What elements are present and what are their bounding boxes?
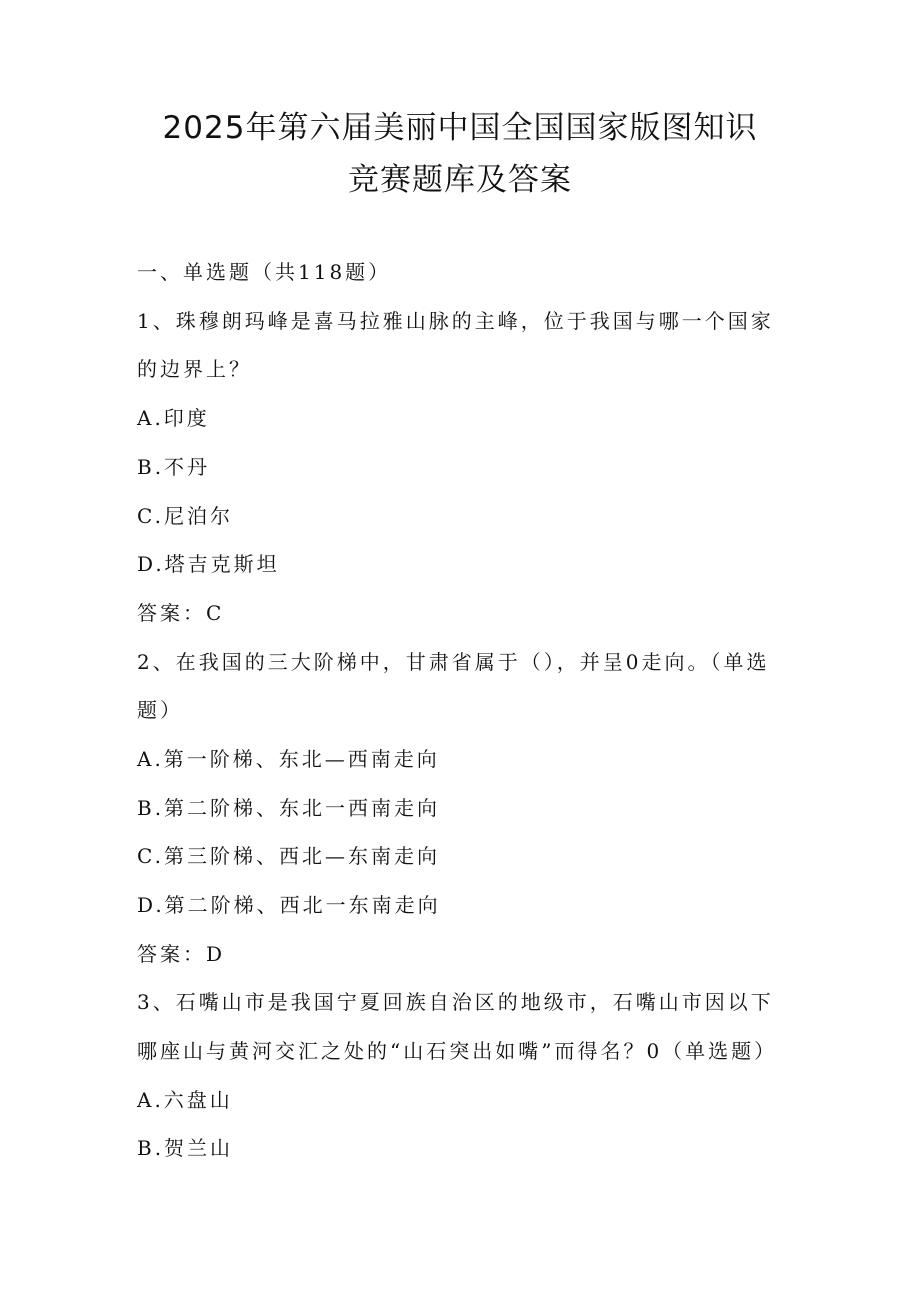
question-2-stem-line-1: 2、在我国的三大阶梯中，甘肃省属于（），并呈0走向。（单选 (137, 650, 770, 674)
document-title-line-2: 竞赛题库及答案 (348, 162, 572, 198)
question-1-answer: 答案：C (137, 601, 225, 625)
question-3-option-a: A.六盘山 (137, 1088, 233, 1112)
question-2-option-d: D.第二阶梯、西北一东南走向 (137, 893, 441, 917)
question-1-stem-line-1: 1、珠穆朗玛峰是喜马拉雅山脉的主峰，位于我国与哪一个国家 (137, 309, 774, 333)
question-3-option-b: B.贺兰山 (137, 1136, 234, 1160)
question-1-option-a: A.印度 (137, 406, 210, 430)
question-1-option-c: C.尼泊尔 (137, 504, 233, 528)
question-2-option-a: A.第一阶梯、东北—西南走向 (137, 747, 440, 771)
section-heading: 一、单选题（共118题） (137, 260, 392, 284)
question-2-answer: 答案：D (137, 942, 226, 966)
question-2-option-c: C.第三阶梯、西北—东南走向 (137, 844, 440, 868)
question-3-stem-line-1: 3、石嘴山市是我国宁夏回族自治区的地级市，石嘴山市因以下 (137, 990, 774, 1014)
question-3-stem-line-2: 哪座山与黄河交汇之处的“山石突出如嘴”而得名？0（单选题） (137, 1039, 778, 1063)
question-1-stem-line-2: 的边界上？ (137, 357, 252, 381)
question-2-stem-line-2: 题） (137, 698, 183, 722)
question-1-option-d: D.塔吉克斯坦 (137, 552, 280, 576)
question-1-option-b: B.不丹 (137, 455, 211, 479)
document-title-line-1: 2025年第六届美丽中国全国国家版图知识 (162, 110, 758, 146)
question-2-option-b: B.第二阶梯、东北一西南走向 (137, 796, 441, 820)
